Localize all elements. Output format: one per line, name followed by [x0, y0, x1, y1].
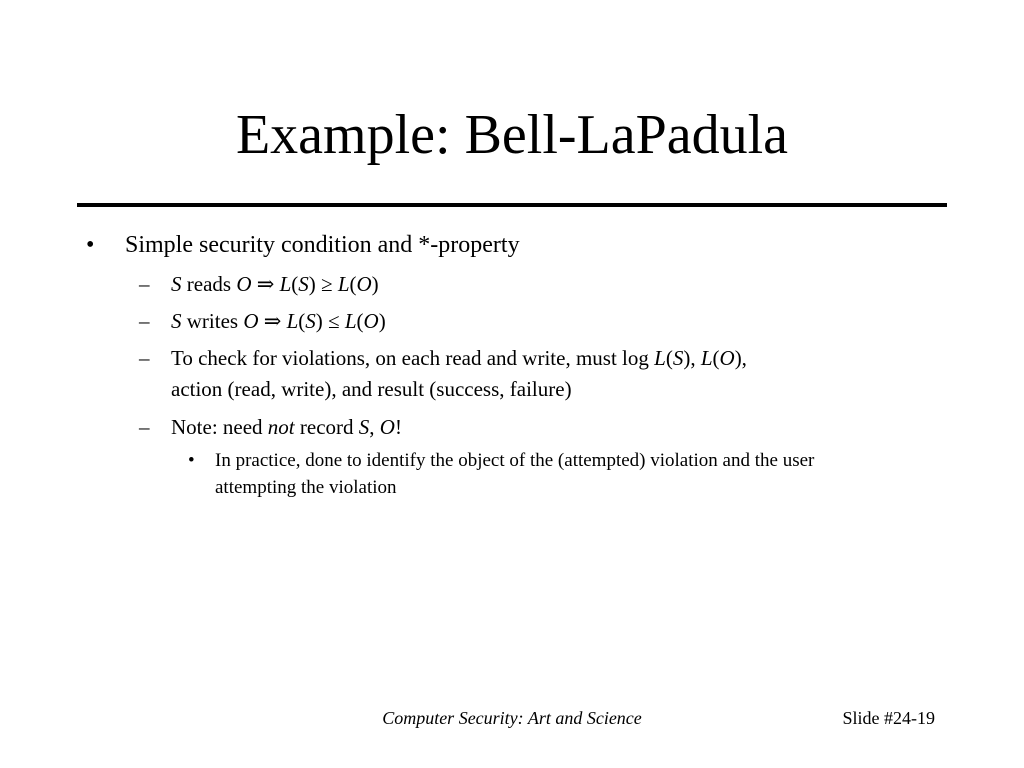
var-o: O: [243, 309, 259, 333]
subsub-bullet-practice-line2: attempting the violation: [215, 477, 397, 498]
var-l: L: [279, 272, 292, 296]
var-s: S: [298, 272, 309, 296]
slide-title: Example: Bell-LaPadula: [235, 104, 789, 166]
paren: ): [315, 309, 323, 333]
var-l: L: [700, 346, 713, 370]
paren: ): [371, 272, 379, 296]
var-s: S: [171, 309, 182, 333]
var-l: L: [337, 272, 350, 296]
text-writes: writes: [181, 309, 244, 333]
bullet-marker: •: [188, 450, 195, 471]
emphasis-not: not: [267, 415, 295, 439]
var-l: L: [654, 346, 666, 370]
implies-symbol: ⇒: [258, 309, 287, 333]
exclamation: !: [394, 415, 402, 439]
var-o: O: [379, 415, 395, 439]
paren: (: [356, 309, 364, 333]
paren: (: [665, 346, 673, 370]
sub-bullet-reads: [171, 268, 379, 300]
var-l: L: [344, 309, 357, 333]
text-record: record: [294, 415, 359, 439]
var-o: O: [719, 346, 735, 370]
var-l: L: [286, 309, 299, 333]
var-o: O: [236, 272, 252, 296]
var-s: S: [358, 415, 370, 439]
subsub-bullet-practice-line1: In practice, done to identify the object of the (attempted) violation and the user: [215, 450, 815, 471]
text-note: Note: need: [171, 415, 268, 439]
dash-marker: –: [139, 415, 150, 439]
dash-marker: –: [139, 346, 150, 370]
comma: ,: [369, 415, 380, 439]
geq-symbol: ≥: [315, 272, 338, 296]
dash-marker: –: [139, 272, 150, 296]
title-divider: [77, 203, 947, 207]
sub-bullet-writes: [171, 305, 386, 337]
text-check: To check for violations, on each read and write, must log: [171, 346, 655, 370]
paren-comma: ),: [683, 346, 701, 370]
dash-marker: –: [139, 309, 150, 333]
paren: (: [712, 346, 720, 370]
var-o: O: [363, 309, 379, 333]
footer-slide-number: Slide #24-19: [842, 708, 935, 728]
footer-course-title: Computer Security: Art and Science: [382, 708, 642, 728]
paren: ): [308, 272, 316, 296]
leq-symbol: ≤: [322, 309, 345, 333]
paren: (: [349, 272, 357, 296]
var-s: S: [672, 346, 684, 370]
implies-symbol: ⇒: [251, 272, 280, 296]
bullet-marker: •: [86, 232, 95, 258]
var-s: S: [171, 272, 182, 296]
sub-bullet-check-violations-line1: [171, 342, 747, 374]
var-s: S: [305, 309, 316, 333]
var-o: O: [356, 272, 372, 296]
paren: ): [378, 309, 386, 333]
paren-comma: ),: [734, 346, 747, 370]
text-reads: reads: [181, 272, 237, 296]
paren: (: [291, 272, 299, 296]
sub-bullet-check-violations-line2: action (read, write), and result (success, failure): [171, 377, 572, 401]
bullet-simple-security: Simple security condition and *-property: [125, 232, 520, 258]
paren: (: [298, 309, 306, 333]
sub-bullet-note: [171, 411, 402, 443]
